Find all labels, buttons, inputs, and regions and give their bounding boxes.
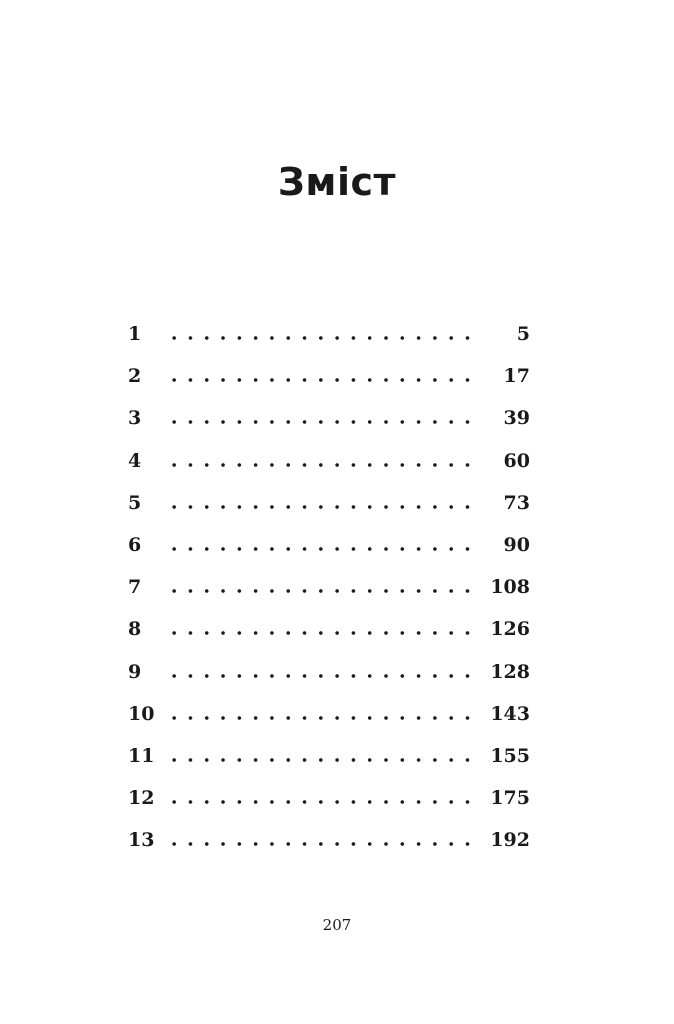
toc-page-number: 60 [503,449,530,472]
toc-chapter-number: 9 [128,660,142,683]
toc-row [128,819,530,861]
toc-dot-leader [166,589,474,593]
toc-page-number: 90 [503,534,530,557]
toc-dot-leader [166,378,480,382]
toc-chapter-number: 12 [128,787,155,810]
toc-page-number: 128 [490,660,530,683]
toc-chapter-number: 11 [128,744,155,767]
toc-page-number: 143 [490,702,530,725]
toc-row [128,355,530,397]
toc-chapter-number: 8 [128,618,142,641]
table-of-contents [128,313,530,861]
toc-dot-leader [166,336,480,340]
toc-dot-leader [166,800,474,804]
toc-chapter-number: 6 [128,534,142,557]
toc-dot-leader [166,716,474,720]
toc-page-number: 175 [490,787,530,810]
toc-chapter-number: 13 [128,829,155,852]
toc-page-number: 155 [490,744,530,767]
toc-dot-leader [166,842,474,846]
toc-row [128,608,530,650]
toc-row [128,524,530,566]
toc-dot-leader [166,674,474,678]
toc-page-number: 108 [490,576,530,599]
toc-dot-leader [166,758,474,762]
toc-dot-leader [166,420,480,424]
page-title: Зміст [277,160,397,204]
toc-row [128,482,530,524]
toc-row [128,313,530,355]
toc-chapter-number: 10 [128,702,155,725]
toc-chapter-number: 5 [128,491,142,514]
toc-row [128,566,530,608]
toc-chapter-number: 3 [128,407,142,430]
toc-row [128,397,530,439]
toc-dot-leader [166,463,480,467]
toc-chapter-number: 2 [128,365,142,388]
toc-dot-leader [166,505,480,509]
toc-page-number: 73 [503,491,530,514]
toc-page-number: 17 [503,365,530,388]
toc-chapter-number: 7 [128,576,142,599]
toc-row [128,651,530,693]
toc-dot-leader [166,547,480,551]
toc-page-number: 5 [516,323,530,346]
toc-page-number: 39 [503,407,530,430]
toc-chapter-number: 1 [128,323,142,346]
toc-dot-leader [166,631,474,635]
toc-row [128,440,530,482]
toc-row [128,777,530,819]
toc-chapter-number: 4 [128,449,142,472]
toc-page-number: 126 [490,618,530,641]
page-number: 207 [322,916,352,934]
toc-row [128,735,530,777]
toc-row [128,693,530,735]
toc-page-number: 192 [490,829,530,852]
